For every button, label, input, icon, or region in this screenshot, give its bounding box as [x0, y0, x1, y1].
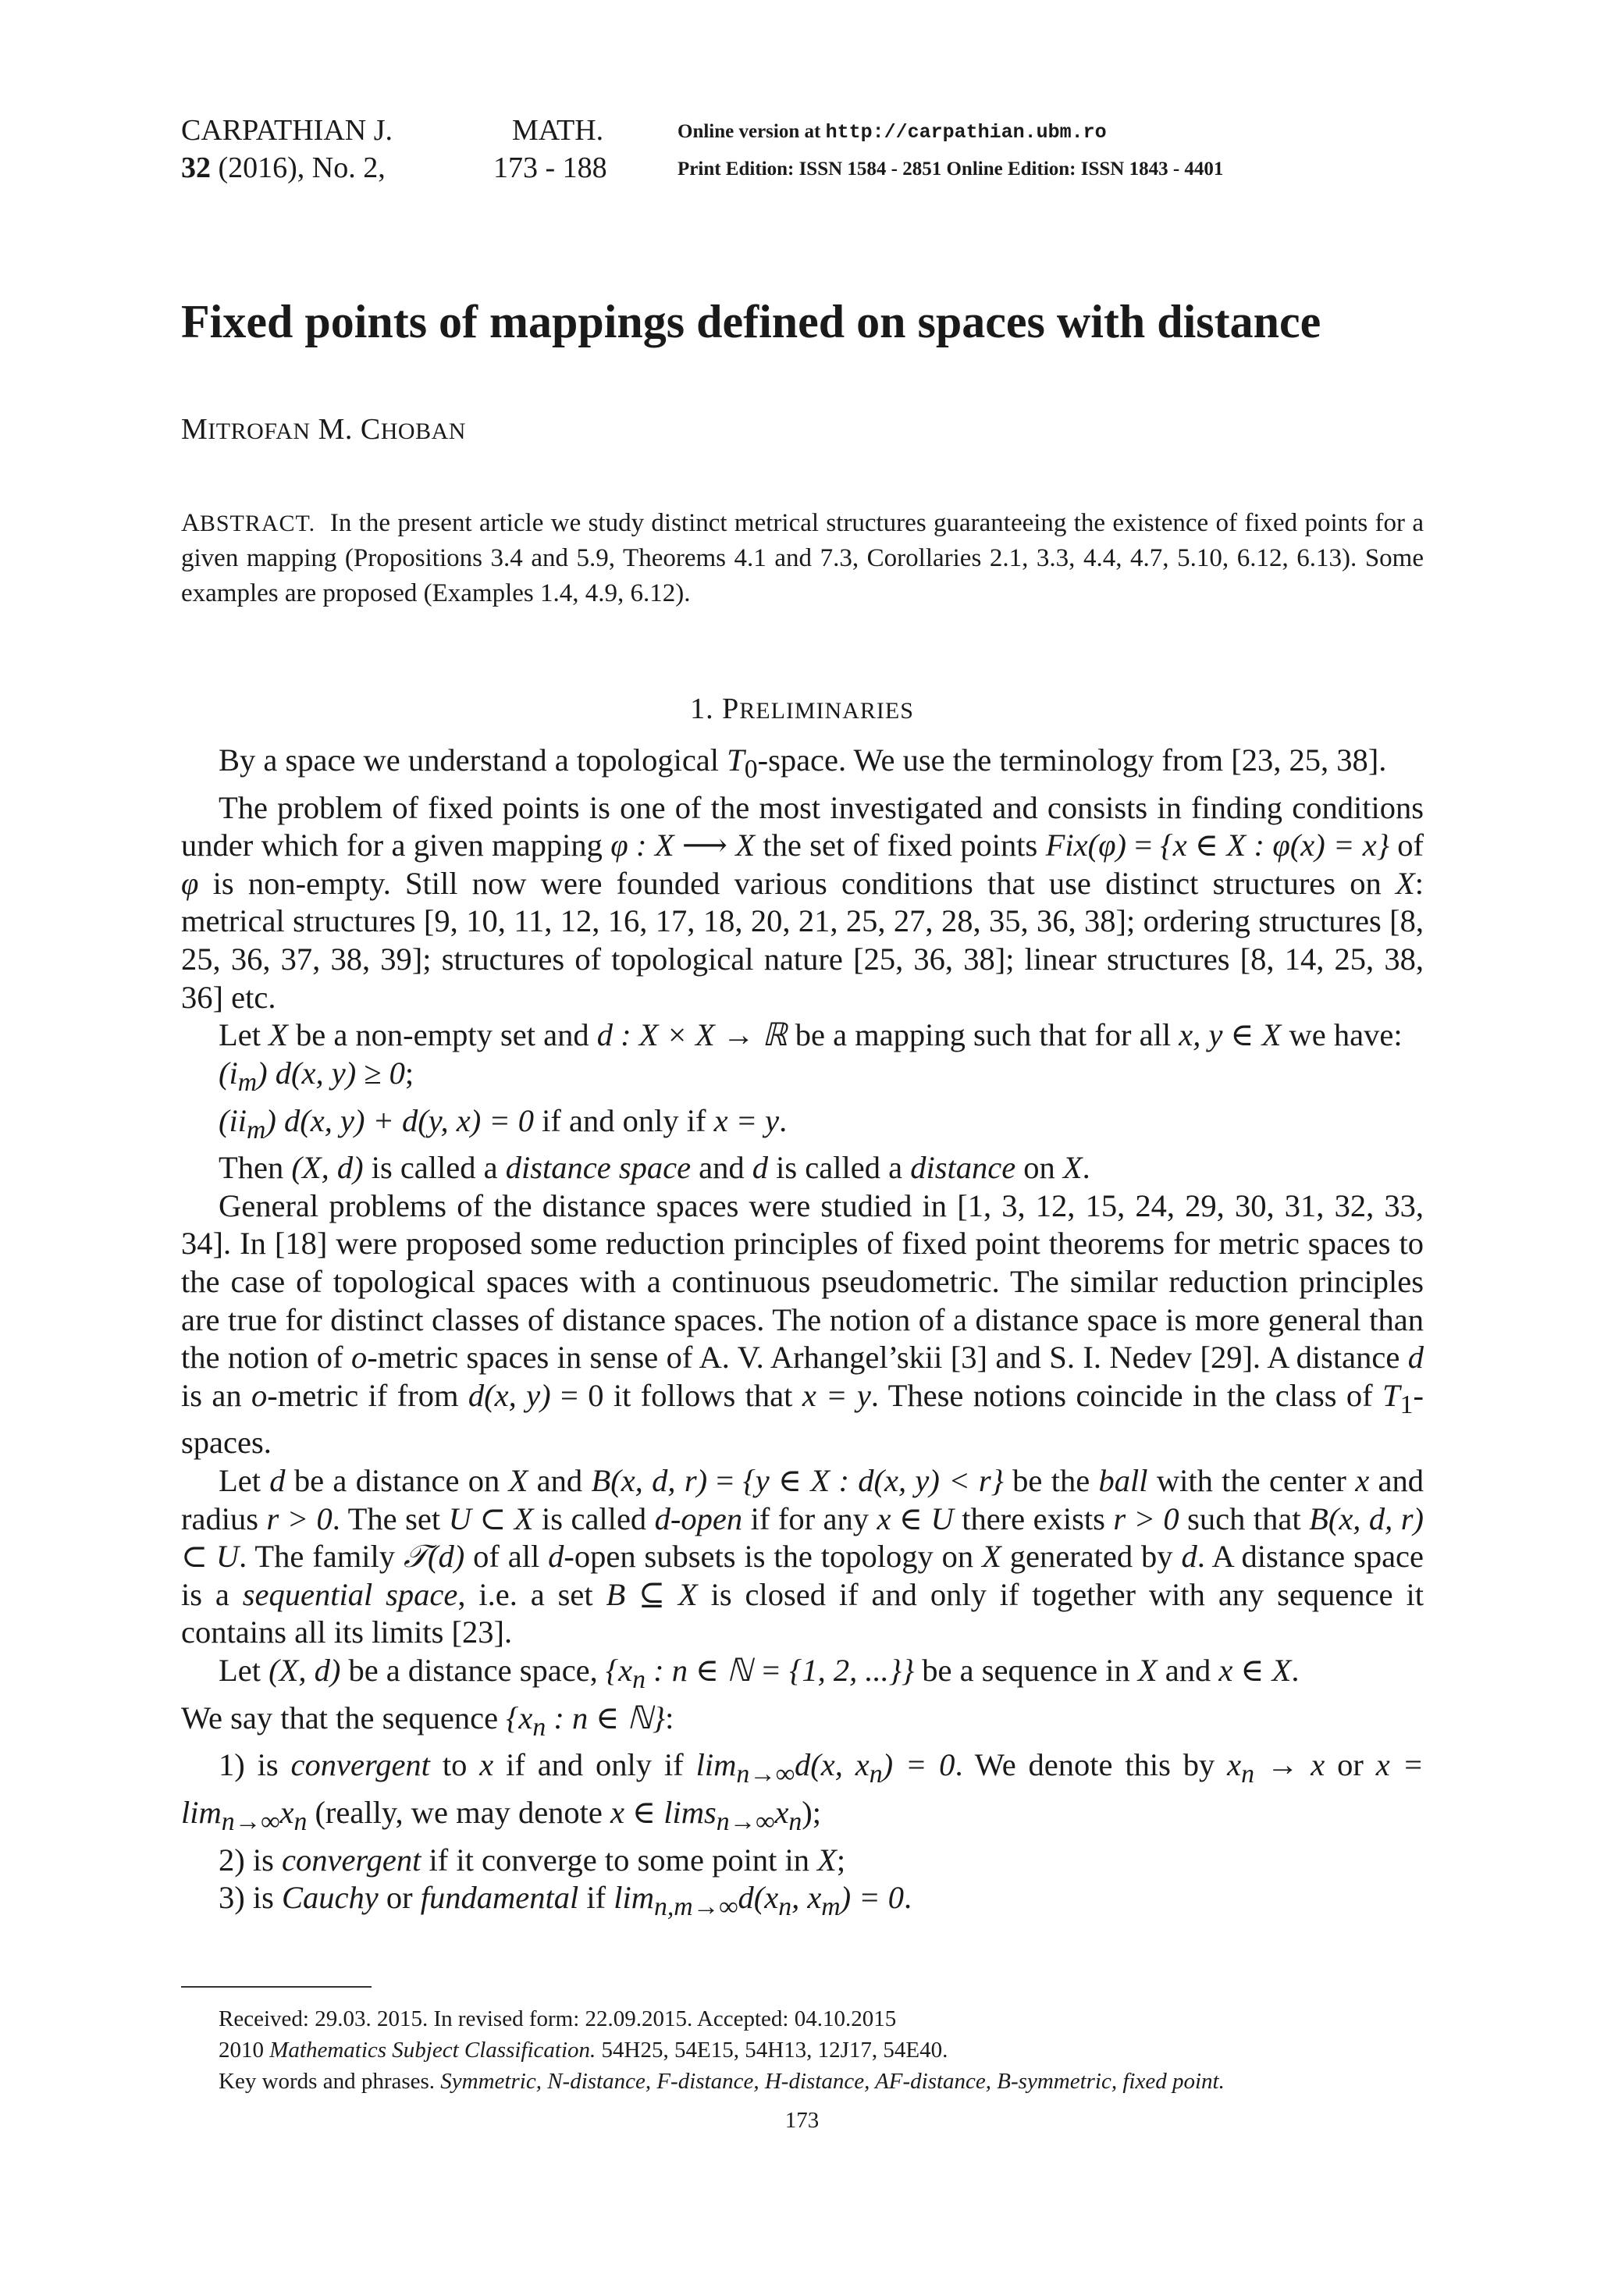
paragraph: General problems of the distance spaces were studied in [1, 3, 12, 15, 24, 29, 30, 31, 32, 33, 34]. In [18] were proposed some reduction principles of fixed point theorems for metric spaces to the case of topological spaces with a continuous pseudometric. The similar reduction principles are true for distinct classes of distance spaces. The notion of a distance space is more general than the notion of o-metric spaces in sense of A. V. Arhangel’skii [3] and S. I. Nedev [29]. A distance d is an o-metric if from d(x, y) = 0 it follows that x = y. These notions coincide in the class of $T_1$-spaces.	[181, 1187, 1424, 1461]
author-name: MITROFAN M. CHOBAN	[181, 413, 466, 446]
paragraph: Let (X, d) be a distance space, {$x_n$ : n ∈ ℕ = {1, 2, ...}} be a sequence in X and x ∈ X.	[219, 1653, 1300, 1695]
journal-volume-line	[181, 147, 386, 189]
abstract-text: In the present article we study distinct metrical structures guaranteeing the existence of fixed points for a given mapping (Propositions 3.4 and 5.9, Theorems 4.1 and 7.3, Corollaries 2.1, 3.3, 4.4, 4.7, 5.10, 6.12, 6.13). Some examples are proposed (Examples 1.4, 4.9, 6.12).	[181, 509, 1424, 607]
online-version	[678, 111, 1107, 154]
journal-name: CARPATHIAN J.	[181, 114, 393, 147]
page-range: 173 - 188	[493, 151, 607, 184]
paragraph: Then (X, d) is called a distance space and d is called a distance on X.	[219, 1150, 1090, 1186]
issn-line: Print Edition: ISSN 1584 - 2851 Online Edition: ISSN 1843 - 4401	[678, 158, 1224, 180]
definition-convergent: 2) is convergent if it converge to some point in X;	[219, 1842, 846, 1878]
page-number: 173	[784, 2108, 820, 2133]
footnote-msc: 2010 Mathematics Subject Classification. 54H25, 54E15, 54H13, 12J17, 54E40.	[219, 2038, 948, 2063]
abstract-label: ABSTRACT.	[181, 509, 316, 537]
volume-number: 32	[181, 151, 211, 184]
footnote-keywords: Key words and phrases. Symmetric, N-distance, F-distance, H-distance, AF-distance, B-symmetric, fixed point.	[219, 2069, 1225, 2094]
footnote-received: Received: 29.03. 2015. In revised form: 22.09.2015. Accepted: 04.10.2015	[219, 2006, 897, 2031]
condition-im: $(i_m)$ d(x, y) ≥ 0;	[219, 1055, 414, 1097]
section-heading: 1. PRELIMINARIES	[690, 692, 914, 725]
definition-convergent-to: 1) is convergent to x if and only if $\lim_{n\to\infty}d(x$, $x_n) = 0$. We denote this by $x_n \to x$ or $x = \lim_{n\to\infty}x_n$ (really, we may denote x ∈ $\lim s_{n\to\infty}x_n$);	[181, 1747, 1424, 1837]
paper-title: Fixed points of mappings defined on spaces with distance	[181, 296, 1321, 347]
journal-math: MATH.	[512, 114, 604, 147]
paragraph: By a space we understand a topological $T_0$-space. We use the terminology from [23, 25, 38].	[219, 742, 1387, 785]
online-prefix: Online version at	[678, 121, 826, 142]
paragraph: Let X be a non-empty set and d : X × X → ℝ be a mapping such that for all x, y ∈ X we have:	[219, 1017, 1403, 1053]
body-text	[181, 742, 1424, 1927]
journal-url-link[interactable]: http://carpathian.ubm.ro	[825, 121, 1107, 144]
paragraph: The problem of fixed points is one of the most investigated and consists in finding conditions under which for a given mapping φ : X ⟶ X the set of fixed points Fix(φ) = {x ∈ X : φ(x) = x} of φ is non-empty. Still now were founded various conditions that use distinct structures on X: metrical structures [9, 10, 11, 12, 16, 17, 18, 20, 21, 25, 27, 28, 35, 36, 38]; ordering structures [8, 25, 36, 37, 38, 39]; structures of topological nature [25, 36, 38]; linear structures [8, 14, 25, 38, 36] etc.	[181, 789, 1424, 1015]
condition-iim: $(ii_m)$ d(x, y) + d(y, x) = 0 if and only if x = y.	[219, 1102, 788, 1144]
paragraph: We say that the sequence {$x_n$ : n ∈ ℕ}:	[181, 1700, 674, 1742]
footnote-rule	[181, 1986, 372, 1988]
issue-info: (2016), No. 2,	[211, 151, 386, 184]
definition-cauchy: 3) is Cauchy or fundamental if $\lim_{n,m\to\infty}d(x_n$, $x_m) = 0$.	[219, 1880, 912, 1922]
abstract	[181, 506, 1424, 611]
paragraph: Let d be a distance on X and B(x, d, r) = {y ∈ X : d(x, y) < r} be the ball with the center x and radius r > 0. The set U ⊂ X is called d-open if for any x ∈ U there exists r > 0 such that B(x, d, r) ⊂ U. The family 𝒯(d) of all d-open subsets is the topology on X generated by d. A distance space is a sequential space, i.e. a set B ⊆ X is closed if and only if together with any sequence it contains all its limits [23].	[181, 1463, 1424, 1650]
